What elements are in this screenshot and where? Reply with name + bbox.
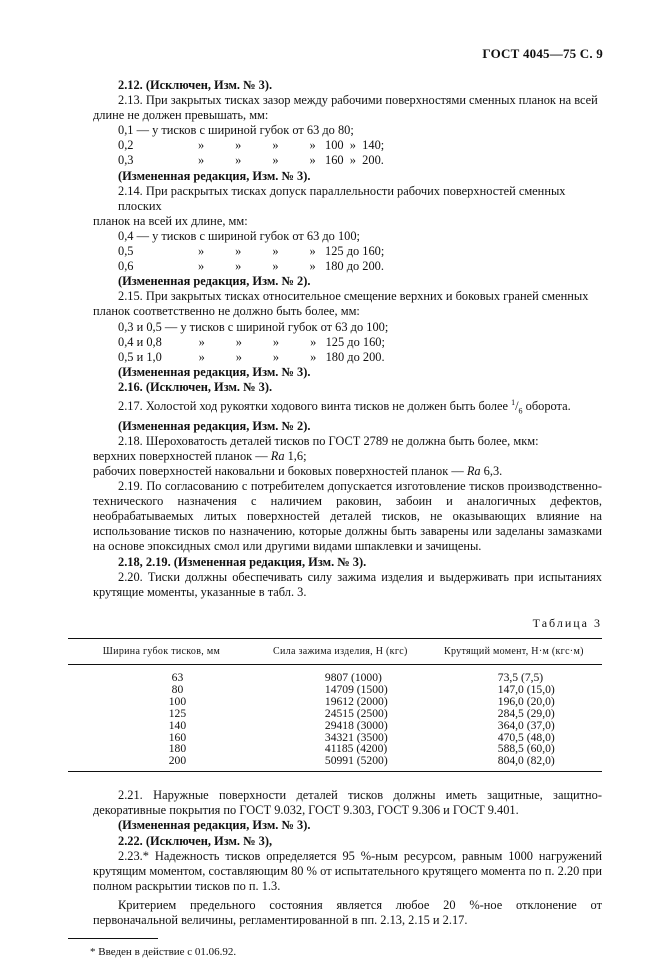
cell-force: 24515 (2500): [324, 706, 388, 720]
table-row: [68, 755, 602, 771]
amendment-note: (Измененная редакция, Изм. № 2).: [118, 418, 311, 433]
document-body: [90, 78, 602, 960]
cell-force: 41185 (4200): [324, 742, 388, 756]
cell-torque: 804,0 (82,0): [497, 754, 555, 768]
col-header-torque: Крутящий момент, Н·м (кгс·м): [444, 645, 584, 657]
amendment-note: (Измененная редакция, Изм. № 2).: [118, 274, 311, 289]
col-header-force: Сила зажима изделия, Н (кгс): [273, 645, 408, 657]
footnote-divider: [68, 938, 158, 939]
cell-width: 63: [171, 670, 184, 684]
clause-2-15-cont: планок соответственно не должно быть более, мм:: [93, 304, 360, 319]
clause-2-13-list: 0,1 — у тисков с шириной губок от 63 до 80; 0,2 » » » » 100 » 140; 0,3 » » » » 160 » 200.: [118, 123, 385, 168]
clause-2-19: 2.19. По согласованию с потребителем допускается изготовление тисков производственно-технического назначения с наличием раковин, забоин и аналогичных дефектов, необрабатываемых литых поверхностей деталей тисков, не оказывающих влияние на использование тисков по назначению, которые должны быть заварены или заделаны замазками на основе эпоксидных смол или другими видами шпаклевки и зачищены.: [93, 479, 602, 554]
clause-2-18-line1: верхних поверхностей планок — Ra 1,6;: [93, 448, 307, 463]
cell-force: 34321 (3500): [324, 730, 388, 744]
cell-force: 9807 (1000): [324, 670, 382, 684]
table-row: [68, 664, 602, 683]
criterion-paragraph: Критерием предельного состояния является любое 20 %-ное отклонение от первоначальной величины, регламентированной в пп. 2.13, 2.15 и 2.17.: [93, 897, 602, 927]
cell-width: 160: [168, 730, 187, 744]
clause-2-16: 2.16. (Исключен, Изм. № 3).: [118, 379, 273, 394]
table-header-row: [68, 638, 602, 664]
clause-2-14-list: 0,4 — у тисков с шириной губок от 63 до 100; 0,5 » » » » 125 до 160; 0,6 » » » » 180 до 200.: [118, 228, 385, 274]
cell-torque: 196,0 (20,0): [497, 694, 555, 708]
cell-force: 19612 (2000): [324, 694, 388, 708]
footnote: * Введен в действие с 01.06.92.: [90, 946, 237, 959]
clause-2-18: 2.18. Шероховатость деталей тисков по ГОСТ 2789 не должна быть более, мкм:: [118, 433, 539, 448]
table-row: [68, 720, 602, 732]
cell-width: 80: [171, 682, 184, 696]
table-row: [68, 684, 602, 696]
cell-force: 29418 (3000): [324, 718, 388, 732]
cell-width: 180: [168, 742, 187, 756]
clause-2-18-line2: рабочих поверхностей наковальни и боковых поверхностей планок — Ra 6,3.: [93, 463, 503, 478]
page-header: ГОСТ 4045—75 С. 9: [482, 46, 603, 61]
table-3: [68, 638, 602, 772]
cell-torque: 364,0 (37,0): [497, 718, 555, 732]
table-caption: Таблица 3: [532, 615, 602, 630]
table-row: [68, 708, 602, 720]
cell-width: 125: [168, 706, 187, 720]
clause-2-17: 2.17. Холостой ход рукоятки ходового винта тисков не должен быть более $^1/_6$ оборота.: [118, 397, 571, 416]
amendment-note: 2.18, 2.19. (Измененная редакция, Изм. № 3).: [118, 554, 367, 569]
cell-force: 50991 (5200): [324, 754, 388, 768]
cell-torque: 147,0 (15,0): [497, 682, 555, 696]
amendment-note: (Измененная редакция, Изм. № 3).: [118, 168, 311, 183]
col-header-width: Ширина губок тисков, мм: [102, 645, 221, 657]
clause-2-15: 2.15. При закрытых тисках относительное смещение верхних и боковых граней сменных: [118, 289, 589, 304]
amendment-note: (Измененная редакция, Изм. № 3).: [118, 364, 311, 379]
cell-torque: 284,5 (29,0): [497, 706, 555, 720]
cell-torque: 470,5 (48,0): [497, 730, 555, 744]
cell-force: 14709 (1500): [324, 682, 388, 696]
cell-width: 200: [168, 754, 187, 768]
clause-2-23: 2.23.* Надежность тисков определяется 95 %-ным ресурсом, равным 1000 нагружений крутящим моментом, составляющим 80 % от испытательного крутящего момента по п. 2.20 при полном раскрытии тисков по п. 1.3.: [93, 848, 602, 893]
clause-2-13: 2.13. При закрытых тисках зазор между рабочими поверхностями сменных планок на всей: [118, 93, 598, 108]
clause-2-14: 2.14. При раскрытых тисках допуск параллельности рабочих поверхностей сменных плоских: [118, 183, 566, 213]
amendment-note: (Измененная редакция, Изм. № 3).: [118, 818, 311, 833]
clause-2-22: 2.22. (Исключен, Изм. № 3),: [118, 833, 273, 848]
clause-2-15-list: 0,3 и 0,5 — у тисков с шириной губок от 63 до 100; 0,4 и 0,8 » » » » 125 до 160; 0,5 и 1,0 » » » » 180 до 200.: [118, 319, 389, 364]
cell-width: 100: [168, 694, 187, 708]
clause-2-21: 2.21. Наружные поверхности деталей тисков должны иметь защитные, защитно-декоративные покрытия по ГОСТ 9.032, ГОСТ 9.303, ГОСТ 9.306 и ГОСТ 9.401.: [93, 788, 602, 818]
cell-torque: 588,5 (60,0): [497, 742, 555, 756]
table-row: [68, 696, 602, 708]
clause-2-14-cont: планок на всей их длине, мм:: [93, 213, 248, 228]
cell-torque: 73,5 (7,5): [497, 670, 544, 684]
clause-2-20: 2.20. Тиски должны обеспечивать силу зажима изделия и выдерживать при испытаниях крутящие моменты, указанные в табл. 3.: [93, 569, 602, 599]
clause-2-12: 2.12. (Исключен, Изм. № 3).: [118, 78, 273, 92]
clause-2-13-cont: длине не должен превышать, мм:: [93, 108, 269, 123]
cell-width: 140: [168, 718, 187, 732]
